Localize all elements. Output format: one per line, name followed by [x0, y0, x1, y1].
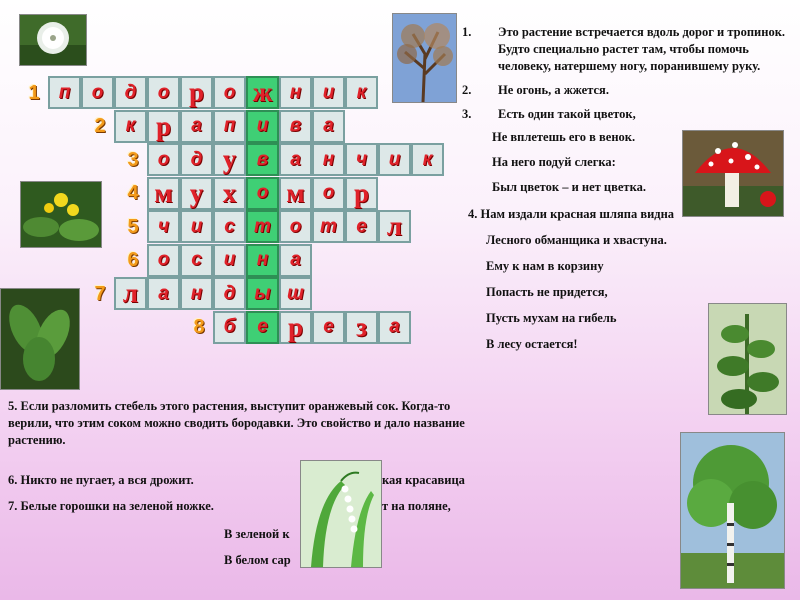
- crossword-cell: з: [345, 311, 378, 344]
- aspen-tree-photo: [392, 13, 457, 103]
- clue-1: 1. Это растение встречается вдоль дорог и тропинок. Будто специально растет там, чтобы помочь человеку, натершему ногу, поранившему руку.: [462, 25, 786, 73]
- crossword-cell: у: [213, 143, 246, 176]
- clue-4-line-4: Попасть не придется,: [486, 285, 608, 299]
- crossword-cell: в: [279, 110, 312, 143]
- crossword-cell: и: [180, 210, 213, 243]
- crossword-cell: ж: [246, 76, 279, 109]
- crossword-cell: п: [48, 76, 81, 109]
- crossword-cell: е: [246, 311, 279, 344]
- row-number-5: 5: [127, 215, 139, 238]
- clue-4-line-6: В лесу остается!: [486, 337, 578, 351]
- crossword-cell: о: [279, 210, 312, 243]
- row-number-1: 1: [28, 81, 40, 104]
- row-number-7: 7: [94, 282, 106, 305]
- crossword-cell: о: [213, 76, 246, 109]
- crossword-cell: н: [279, 76, 312, 109]
- crossword-cell: м: [147, 177, 180, 210]
- nettle-photo: [708, 303, 787, 415]
- row-number-2: 2: [94, 115, 106, 137]
- plantain-photo: [0, 288, 80, 390]
- crossword-cell: т: [246, 210, 279, 243]
- clue-4: 4. Нам издали красная шляпа видна: [468, 207, 675, 221]
- clue-4-line-2: Лесного обманщика и хвастуна.: [486, 233, 667, 247]
- crossword-cell: к: [345, 76, 378, 109]
- crossword-cell: д: [213, 277, 246, 310]
- crossword-cell: е: [345, 210, 378, 243]
- crossword-cell: б: [213, 311, 246, 344]
- crossword-cell: а: [180, 110, 213, 143]
- row-number-8: 8: [193, 316, 205, 338]
- crossword-cell: л: [114, 277, 147, 310]
- clue-3: 3. Есть один такой цветок,: [462, 107, 636, 121]
- crossword-cell: и: [213, 244, 246, 277]
- crossword-cell: о: [246, 177, 279, 210]
- crossword-cell: д: [180, 143, 213, 176]
- clue-8-line-1: В зеленой к: [224, 527, 290, 541]
- crossword-cell: у: [180, 177, 213, 210]
- crossword-cell: т: [312, 210, 345, 243]
- crossword-cell: р: [345, 177, 378, 210]
- clue-7-tail: т на поляне,: [382, 499, 451, 513]
- crossword-cell: ш: [279, 277, 312, 310]
- crossword-cell: к: [411, 143, 444, 176]
- crossword-cell: а: [378, 311, 411, 344]
- dandelion-photo: [19, 14, 87, 66]
- clue-6-tail: кая красавица: [382, 473, 465, 487]
- crossword-cell: ч: [345, 143, 378, 176]
- crossword-cell: м: [279, 177, 312, 210]
- row-number-4: 4: [127, 182, 139, 204]
- crossword-cell: е: [312, 311, 345, 344]
- crossword-cell: п: [213, 110, 246, 143]
- clue-3-line-2: Не вплетешь его в венок.: [492, 130, 636, 144]
- crossword-cell: о: [147, 143, 180, 176]
- crossword-cell: о: [147, 244, 180, 277]
- crossword-cell: а: [312, 110, 345, 143]
- crossword-cell: о: [147, 76, 180, 109]
- crossword-cell: в: [246, 143, 279, 176]
- clue-6: 6. Никто не пугает, а вся дрожит.: [8, 473, 194, 487]
- crossword-cell: ч: [147, 210, 180, 243]
- crossword-cell: а: [279, 143, 312, 176]
- crossword-cell: и: [246, 110, 279, 143]
- clue-7: 7. Белые горошки на зеленой ножке.: [8, 499, 214, 513]
- crossword-cell: н: [312, 143, 345, 176]
- fly-agaric-photo: [682, 130, 784, 217]
- clue-8-line-2: В белом сар: [224, 553, 291, 567]
- crossword-cell: с: [213, 210, 246, 243]
- clue-3-line-3: На него подуй слегка:: [492, 155, 616, 169]
- crossword-cell: р: [180, 76, 213, 109]
- crossword-cell: и: [312, 76, 345, 109]
- clue-3-line-4: Был цветок – и нет цветка.: [492, 180, 646, 194]
- clue-5: 5. Если разломить стебель этого растения, выступит оранжевый сок. Когда-то верили, что этим соком можно сводить бородавки. Это свойство и дало название растению.: [8, 399, 465, 447]
- crossword-cell: к: [114, 110, 147, 143]
- crossword-cell: н: [246, 244, 279, 277]
- lily-of-the-valley-photo: [300, 460, 382, 568]
- crossword-cell: х: [213, 177, 246, 210]
- crossword-cell: и: [378, 143, 411, 176]
- clue-2: 2. Не огонь, а жжется.: [462, 83, 609, 97]
- clue-4-line-5: Пусть мухам на гибель: [486, 311, 617, 325]
- crossword-cell: р: [147, 110, 180, 143]
- crossword-cell: с: [180, 244, 213, 277]
- crossword-cell: р: [279, 311, 312, 344]
- crossword-cell: н: [180, 277, 213, 310]
- crossword-cell: а: [279, 244, 312, 277]
- birch-tree-photo: [680, 432, 785, 589]
- celandine-photo: [20, 181, 102, 248]
- crossword-cell: о: [312, 177, 345, 210]
- clue-4-line-3: Ему к нам в корзину: [486, 259, 604, 273]
- crossword-cell: а: [147, 277, 180, 310]
- crossword-cell: ы: [246, 277, 279, 310]
- crossword-cell: л: [378, 210, 411, 243]
- crossword-cell: о: [81, 76, 114, 109]
- row-number-6: 6: [127, 249, 139, 271]
- row-number-3: 3: [127, 148, 139, 171]
- crossword-cell: д: [114, 76, 147, 109]
